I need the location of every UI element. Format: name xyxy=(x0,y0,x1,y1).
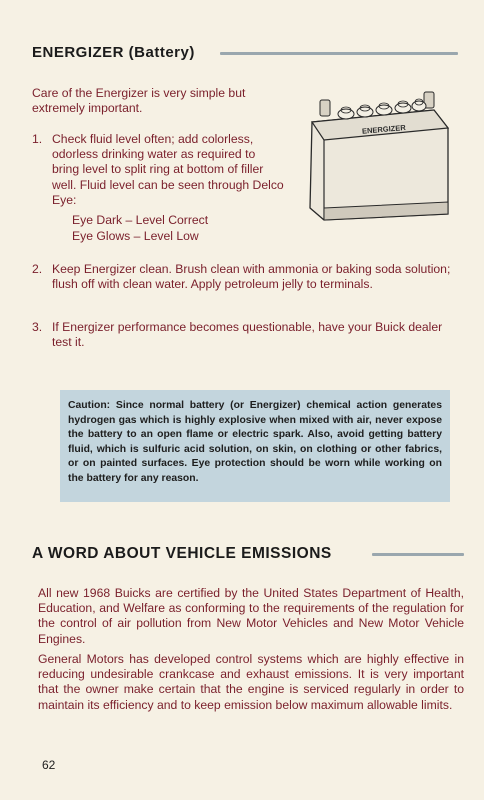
energizer-heading-rule xyxy=(220,52,458,55)
item-2-number: 2. xyxy=(32,262,43,276)
eye-glows-line: Eye Glows – Level Low xyxy=(72,229,199,243)
emissions-heading-rule xyxy=(372,553,464,556)
battery-illustration xyxy=(300,84,456,234)
battery-label: ENERGIZER xyxy=(361,122,407,136)
caution-box xyxy=(60,390,450,502)
caution-text: Caution: Since normal battery (or Energizer) chemical action generates hydrogen gas which is highly explosive when mixed with air, never expose the battery to an open flame or electric spark. Also, avoid getting battery fluid, which is sulfuric acid solution, on skin, on clothing or other fabrics, or on painted surfaces. Eye protection should be worn while working on the battery for any reason. xyxy=(68,400,442,484)
emissions-paragraph-1: All new 1968 Buicks are certified by the United States Department of Health, Education, and Welfare as conforming to the requirements of the regulation for the control of air pollution from New Motor Vehicles and New Motor Vehicle Engines. xyxy=(38,586,464,646)
item-1-number: 1. xyxy=(32,132,43,146)
page-number: 62 xyxy=(42,758,56,772)
energizer-heading: ENERGIZER (Battery) xyxy=(32,44,195,61)
emissions-paragraph-2: General Motors has developed control systems which are highly effective in reducing undesirable crankcase and exhaust emissions. It is very important that the owner make certain that the engine is serviced regularly in order to maintain its efficiency and to keep emission below maximum allowable limits. xyxy=(38,652,464,712)
emissions-heading: A WORD ABOUT VEHICLE EMISSIONS xyxy=(32,545,332,562)
item-3-number: 3. xyxy=(32,320,43,334)
energizer-intro: Care of the Energizer is very simple but extremely important. xyxy=(32,86,246,116)
item-3-text: If Energizer performance becomes questionable, have your Buick dealer test it. xyxy=(52,320,443,350)
item-1-text: Check fluid level often; add colorless, odorless drinking water as required to bring level to split ring at bottom of filler well. Fluid level can be seen through Delco Eye: xyxy=(52,132,284,207)
eye-dark-line: Eye Dark – Level Correct xyxy=(72,213,209,227)
item-2-text: Keep Energizer clean. Brush clean with ammonia or baking soda solution; flush off with clean water. Apply petroleum jelly to terminals. xyxy=(52,262,451,292)
